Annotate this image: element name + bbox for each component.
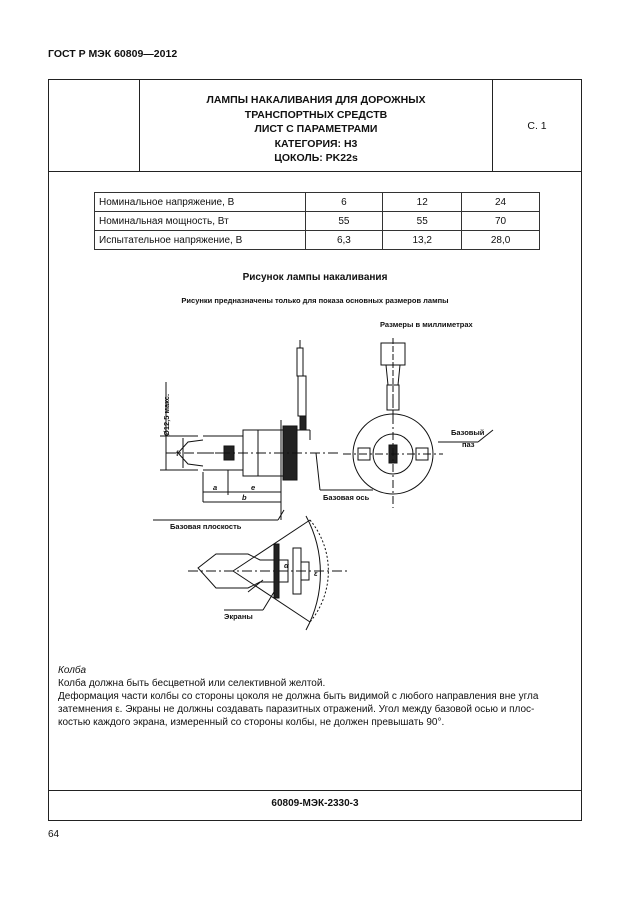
epsilon-label: ε	[314, 569, 318, 578]
section-heading: Колба	[58, 665, 87, 676]
cell-value: 55	[305, 212, 383, 231]
base-groove-label-2: паз	[462, 440, 475, 449]
e-label: e	[251, 483, 256, 492]
cell-value: 55	[383, 212, 462, 231]
figure-note: Рисунки предназначены только для показа основных размеров лампы	[181, 296, 449, 305]
title-line: КАТЕГОРИЯ: H3	[274, 137, 358, 150]
cell-value: 13,2	[383, 231, 462, 250]
sheet-number: С. 1	[527, 120, 547, 132]
figure-title: Рисунок лампы накаливания	[242, 272, 388, 283]
sheet-title	[140, 93, 492, 166]
cell-value: 6	[305, 193, 383, 212]
alpha-label: α	[284, 561, 289, 570]
row-label: Номинальная мощность, Вт	[95, 212, 306, 231]
text-line: костью каждого экрана, измеренный со стороны колбы, не должен превышать 90°.	[58, 717, 445, 728]
table-row	[95, 212, 540, 231]
text-line: затемнения ε. Экраны не должны создавать паразитных отражений. Угол между базовой осью и плос-	[58, 704, 535, 715]
screens-label: Экраны	[224, 612, 253, 621]
screen	[274, 544, 279, 598]
parameters-table	[94, 192, 540, 250]
b-label: b	[242, 493, 247, 502]
lamp-drawing	[48, 330, 582, 650]
text-line: Колба должна быть бесцветной или селективной желтой.	[58, 678, 326, 689]
standard-header: ГОСТ Р МЭК 60809—2012	[48, 48, 178, 60]
title-bottom-line	[48, 171, 582, 172]
cell-value: 28,0	[462, 231, 540, 250]
cell-value: 6,3	[305, 231, 383, 250]
table-row	[95, 231, 540, 250]
row-label: Испытательное напряжение, В	[95, 231, 306, 250]
text-line: Деформация части колбы со стороны цоколя не должна быть видимой с любого направления вне угла	[58, 691, 539, 702]
table-row	[95, 193, 540, 212]
title-line: ЛАМПЫ НАКАЛИВАНИЯ ДЛЯ ДОРОЖНЫХ	[206, 94, 426, 106]
footer-top-line	[48, 790, 582, 791]
title-line: ЦОКОЛЬ: PK22s	[274, 152, 358, 164]
page-number: 64	[48, 829, 60, 840]
cell-value: 24	[462, 193, 540, 212]
cell-value: 12	[383, 193, 462, 212]
f-label: f	[176, 449, 179, 458]
terminal-block	[300, 416, 306, 430]
a-label: a	[213, 483, 218, 492]
diameter-label: Ø12,5 макс.	[162, 393, 171, 436]
base-groove-label: Базовый	[451, 428, 485, 437]
sheet-code: 60809-МЭК-2330-3	[271, 798, 359, 809]
base-axis-label: Базовая ось	[323, 493, 370, 502]
row-label: Номинальное напряжение, В	[95, 193, 306, 212]
dimensions-note: Размеры в миллиметрах	[380, 320, 473, 329]
bulb-requirements	[58, 664, 578, 729]
terminal-pin	[297, 348, 303, 376]
title-line: ТРАНСПОРТНЫХ СРЕДСТВ	[244, 108, 388, 121]
cell-value: 70	[462, 212, 540, 231]
terminal-sleeve	[298, 376, 306, 416]
title-line: ЛИСТ С ПАРАМЕТРАМИ	[254, 123, 378, 135]
base-plane-label: Базовая плоскость	[170, 522, 242, 531]
